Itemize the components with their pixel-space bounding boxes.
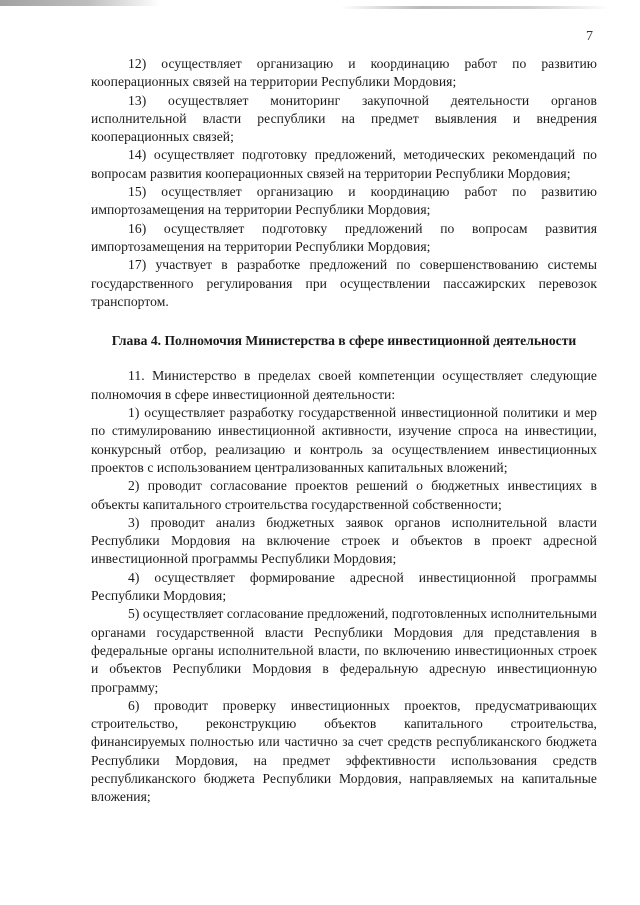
document-body <box>91 55 597 807</box>
scan-artifact-top-right <box>340 6 610 9</box>
list-item: 6) проводит проверку инвестиционных проектов, предусматривающих строительство, реконструкцию объектов капитального строительства, финансируемых полностью или частично за счет средств республиканского бюджета Республики Мордовия, на предмет эффективности использования средств республиканского бюджета Республики Мордовия, направляемых на капитальные вложения; <box>91 697 597 805</box>
list-item: 2) проводит согласование проектов решений о бюджетных инвестициях в объекты капитального строительства государственной собственности; <box>91 478 597 512</box>
list-item: 1) осуществляет разработку государственной инвестиционной политики и мер по стимулированию инвестиционной активности, изучение спроса на инвестиции, конкурсный отбор, реализацию и контроль за осуществлением инвестиционных проектов с использованием централизованных капитальных вложений; <box>91 405 597 475</box>
list-item: 5) осуществляет согласование предложений, подготовленных исполнительными органами государственной власти Республики Мордовия для представления в федеральные органы исполнительной власти, по включению инвестиционных строек и объектов Республики Мордовия в федеральную адресную инвестиционную программу; <box>91 606 597 695</box>
scan-artifact-top-left <box>0 0 160 6</box>
page-number: 7 <box>586 29 593 44</box>
list-item: 12) осуществляет организацию и координацию работ по развитию кооперационных связей на территории Республики Мордовия; <box>91 56 597 90</box>
list-item: 3) проводит анализ бюджетных заявок органов исполнительной власти Республики Мордовия на включение строек и объектов в проект адресной инвестиционной программы Республики Мордовия; <box>91 514 597 567</box>
list-item: 17) участвует в разработке предложений по совершенствованию системы государственного регулирования при осуществлении пассажирских перевозок транспортом. <box>91 257 597 309</box>
list-item: 16) осуществляет подготовку предложений по вопросам развития импортозамещения на территории Республики Мордовия; <box>91 220 597 254</box>
list-item: 15) осуществляет организацию и координацию работ по развитию импортозамещения на территории Республики Мордовия; <box>91 184 597 218</box>
section-intro: 11. Министерство в пределах своей компетенции осуществляет следующие полномочия в сфере инвестиционной деятельности: <box>91 368 597 402</box>
list-item: 4) осуществляет формирование адресной инвестиционной программы Республики Мордовия; <box>91 569 597 604</box>
list-item: 13) осуществляет мониторинг закупочной деятельности органов исполнительной власти республики на предмет выявления и внедрения кооперационных связей; <box>91 92 597 145</box>
list-item: 14) осуществляет подготовку предложений, методических рекомендаций по вопросам развития кооперационных связей на территории Республики Мордовия; <box>91 147 597 181</box>
chapter-heading: Глава 4. Полномочия Министерства в сфере инвестиционной деятельности <box>111 333 577 349</box>
